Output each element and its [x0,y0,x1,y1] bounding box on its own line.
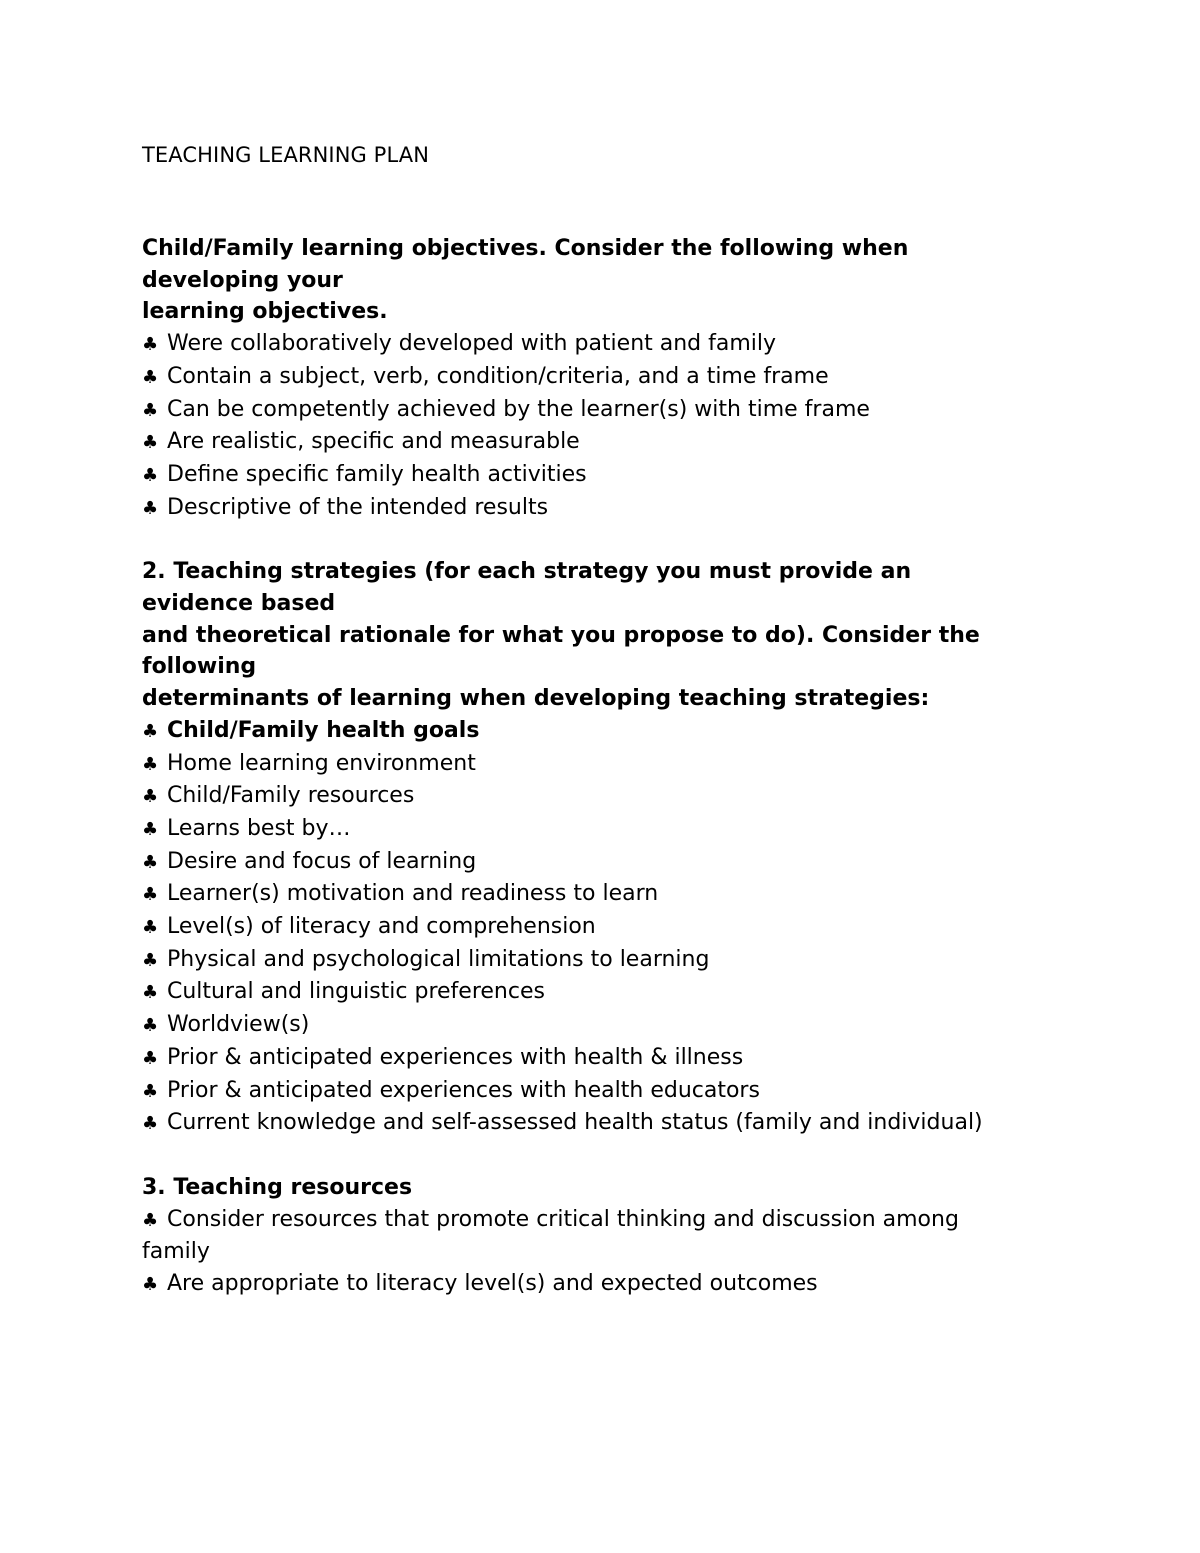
club-bullet-icon: ♣ [142,432,159,454]
club-bullet-icon: ♣ [142,334,159,356]
heading-line: following [142,654,257,680]
heading-line: learning objectives. [142,299,388,325]
heading-line: and theoretical rationale for what you propose to do). Consider the [142,622,980,648]
wrap-continuation: family [142,1239,210,1265]
section-teaching-resources [142,1172,1062,1301]
list-item: ♣ Are realistic, specific and measurable [142,426,1062,459]
list-item: ♣ Consider resources that promote critical thinking and discussion among family [142,1206,959,1265]
heading-line: determinants of learning when developing teaching strategies: [142,686,930,712]
club-bullet-icon: ♣ [142,851,159,873]
list-item: ♣ Physical and psychological limitations to learning [142,944,1062,977]
club-bullet-icon: ♣ [142,1274,159,1296]
list-item: ♣ Cultural and linguistic preferences [142,976,1062,1009]
heading-line: 3. Teaching resources [142,1174,413,1200]
heading-line: developing your [142,267,343,293]
list-item: ♣ Worldview(s) [142,1009,1062,1042]
club-bullet-icon: ♣ [142,1015,159,1037]
club-bullet-icon: ♣ [142,464,159,486]
list-item: ♣ Level(s) of literacy and comprehension [142,911,1062,944]
list-item: ♣ Can be competently achieved by the learner(s) with time frame [142,394,1062,427]
club-bullet-icon: ♣ [142,366,159,388]
club-bullet-icon: ♣ [142,1209,159,1231]
list-item: ♣ Home learning environment [142,748,1062,781]
list-item: ♣ Contain a subject, verb, condition/criteria, and a time frame [142,361,1062,394]
club-bullet-icon: ♣ [142,818,159,840]
club-bullet-icon: ♣ [142,720,159,742]
section-teaching-strategies [142,556,1062,1140]
list-item: ♣ Prior & anticipated experiences with health & illness [142,1042,1062,1075]
list-item: ♣ Learner(s) motivation and readiness to learn [142,878,1062,911]
learning-determinants-list [142,715,1062,1140]
heading-line: 2. Teaching strategies (for each strategy you must provide an [142,559,912,585]
section-heading [142,233,1062,328]
resources-list [142,1204,1062,1301]
club-bullet-icon: ♣ [142,399,159,421]
club-bullet-icon: ♣ [142,982,159,1004]
section-heading [142,1172,1062,1204]
list-item: ♣ Current knowledge and self-assessed health status (family and individual) [142,1107,1062,1140]
list-item-bold: ♣ Child/Family health goals [142,715,1062,748]
list-item: ♣ Desire and focus of learning [142,846,1062,879]
list-item: ♣ Define specific family health activities [142,459,1062,492]
club-bullet-icon: ♣ [142,1080,159,1102]
section-learning-objectives [142,233,1062,524]
list-item: ♣ Descriptive of the intended results [142,492,1062,525]
club-bullet-icon: ♣ [142,1113,159,1135]
list-item: ♣ Learns best by… [142,813,1062,846]
list-item: ♣ Child/Family resources [142,780,1062,813]
club-bullet-icon: ♣ [142,949,159,971]
club-bullet-icon: ♣ [142,917,159,939]
list-item: ♣ Prior & anticipated experiences with health educators [142,1075,1062,1108]
club-bullet-icon: ♣ [142,753,159,775]
heading-line: Child/Family learning objectives. Consider the following when [142,236,909,261]
document-title: TEACHING LEARNING PLAN [142,143,430,167]
list-item: ♣ Are appropriate to literacy level(s) and expected outcomes [142,1268,1062,1301]
heading-line: evidence based [142,591,336,617]
document-page [142,140,1062,1301]
club-bullet-icon: ♣ [142,786,159,808]
club-bullet-icon: ♣ [142,497,159,519]
objective-criteria-list [142,328,1062,524]
club-bullet-icon: ♣ [142,884,159,906]
section-heading [142,556,1062,715]
list-item: ♣ Were collaboratively developed with patient and family [142,328,1062,361]
club-bullet-icon: ♣ [142,1047,159,1069]
